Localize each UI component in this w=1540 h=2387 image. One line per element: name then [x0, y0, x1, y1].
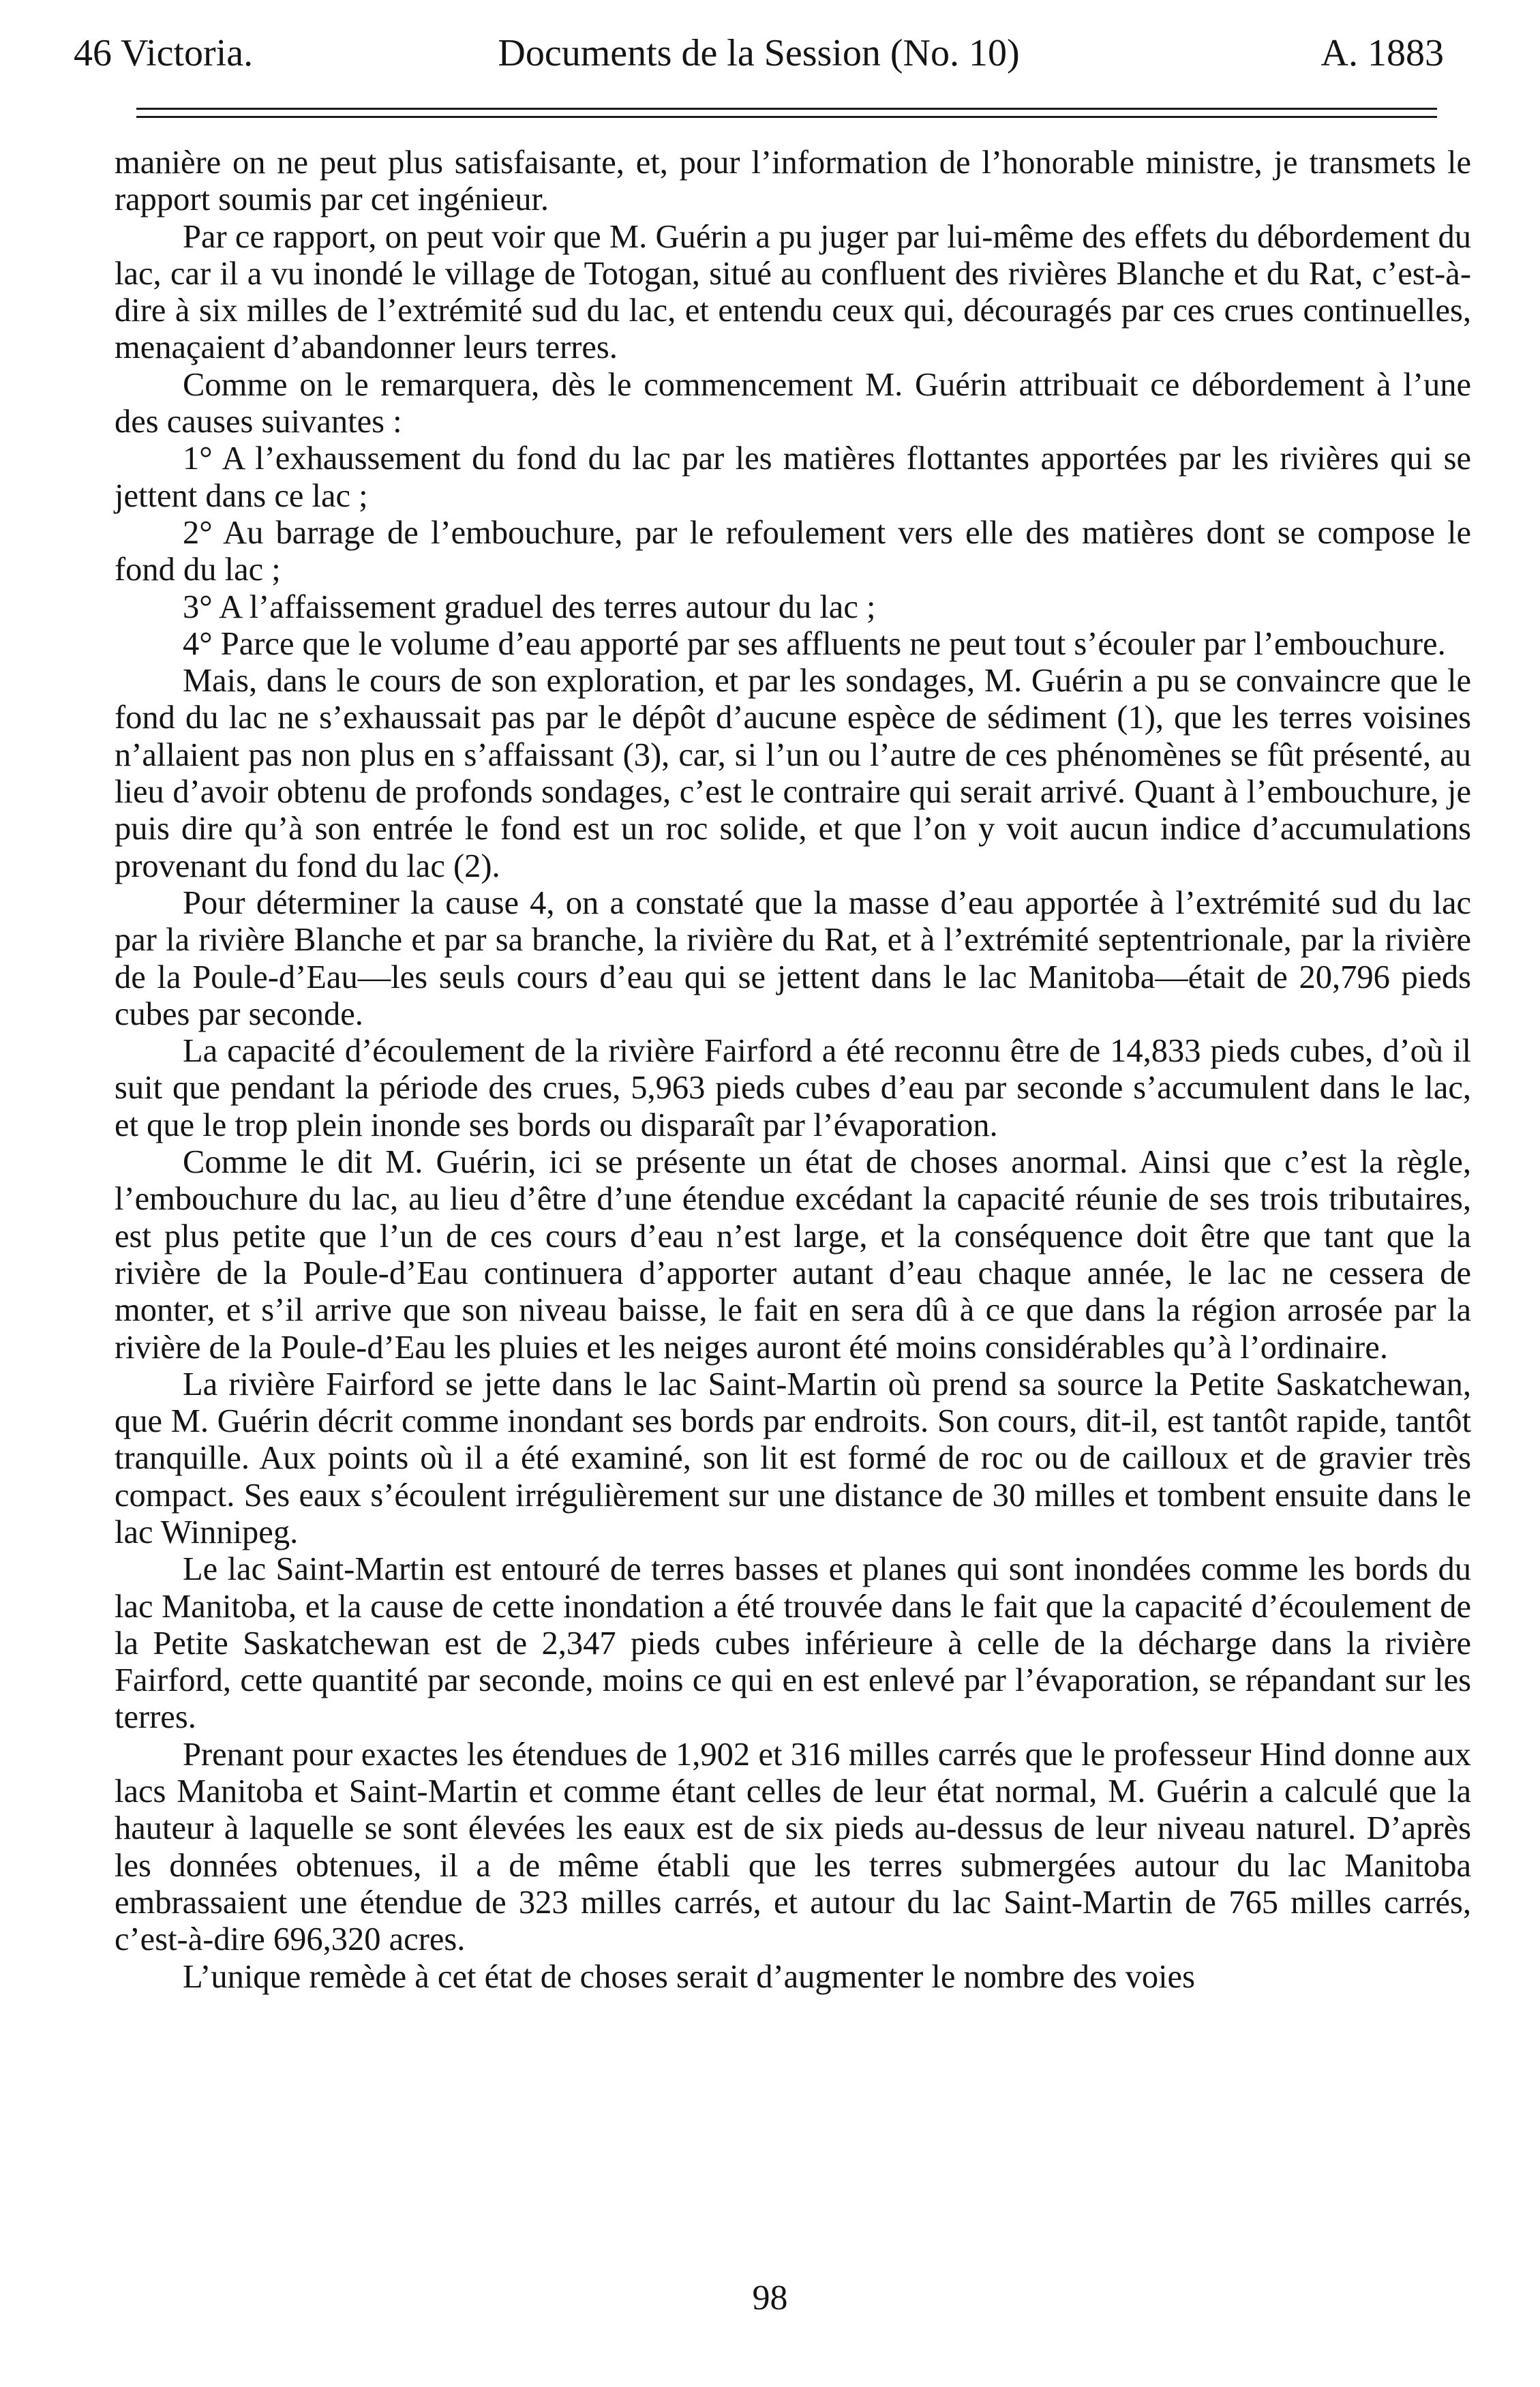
header-center: Documents de la Session (No. 10): [498, 32, 1020, 74]
list-item: 2° Au barrage de l’embouchure, par le refoulement vers elle des matières dont se compose le fond du lac ;: [115, 514, 1471, 588]
paragraph: Mais, dans le cours de son exploration, et par les sondages, M. Guérin a pu se convaincre que le fond du lac ne s’exhaussait pas par le dépôt d’aucune espèce de sédiment (1), que les terres voisines n’allaient pas non plus en s’affaissant (3), car, si l’un ou l’autre de ces phénomènes se fût présenté, au lieu d’avoir obtenu de profonds sondages, c’est le contraire qui serait arrivé. Quant à l’embouchure, je puis dire qu’à son entrée le fond est un roc solide, et que l’on y voit aucun indice d’accumulations provenant du fond du lac (2).: [115, 663, 1471, 884]
paragraph: Comme le dit M. Guérin, ici se présente un état de choses anormal. Ainsi que c’est la règle, l’embouchure du lac, au lieu d’être d’une étendue excédant la capacité réunie de ses trois tributaires, est plus petite que l’un de ces cours d’eau n’est large, et la conséquence doit être que tant que la rivière de la Poule-d’Eau continuera d’apporter autant d’eau chaque année, le lac ne cessera de monter, et s’il arrive que son niveau baisse, le fait en sera dû à ce que dans la région arrosée par la rivière de la Poule-d’Eau les pluies et les neiges auront été moins considérables qu’à l’ordinaire.: [115, 1144, 1471, 1366]
paragraph: La rivière Fairford se jette dans le lac Saint-Martin où prend sa source la Petite Saskatchewan, que M. Guérin décrit comme inondant ses bords par endroits. Son cours, dit-il, est tantôt rapide, tantôt tranquille. Aux points où il a été examiné, son lit est formé de roc ou de cailloux et de gravier très compact. Ses eaux s’écoulent irrégulièrement sur une distance de 30 milles et tombent ensuite dans le lac Winnipeg.: [115, 1366, 1471, 1550]
page-number: 98: [752, 2279, 788, 2317]
paragraph: Le lac Saint-Martin est entouré de terres basses et planes qui sont inondées comme les bords du lac Manitoba, et la cause de cette inondation a été trouvée dans le fait que la capacité d’écoulement de la Petite Saskatchewan est de 2,347 pieds cubes inférieure à celle de la décharge dans la rivière Fairford, cette quantité par seconde, moins ce qui en est enlevé par l’évaporation, se répandant sur les terres.: [115, 1551, 1471, 1736]
header-right: A. 1883: [1320, 32, 1444, 74]
paragraph: Pour déterminer la cause 4, on a constaté que la masse d’eau apportée à l’extrémité sud du lac par la rivière Blanche et par sa branche, la rivière du Rat, et à l’extrémité septentrionale, par la rivière de la Poule-d’Eau—les seuls cours d’eau qui se jettent dans le lac Manitoba—était de 20,796 pieds cubes par seconde.: [115, 884, 1471, 1032]
paragraph-continuation: manière on ne peut plus satisfaisante, et, pour l’information de l’honorable ministre, je transmets le rapport soumis par cet ingénieur.: [115, 145, 1471, 218]
page-header: [74, 26, 1444, 80]
paragraph: Par ce rapport, on peut voir que M. Guérin a pu juger par lui-même des effets du débordement du lac, car il a vu inondé le village de Totogan, situé au confluent des rivières Blanche et du Rat, c’est-à-dire à six milles de l’extrémité sud du lac, et entendu ceux qui, découragés par ces crues continuelles, menaçaient d’abandonner leurs terres.: [115, 218, 1471, 366]
header-rule-bottom: [136, 116, 1437, 118]
list-item: 4° Parce que le volume d’eau apporté par ses affluents ne peut tout s’écouler par l’embouchure.: [183, 625, 1446, 662]
paragraph: Comme on le remarquera, dès le commencement M. Guérin attribuait ce débordement à l’une des causes suivantes :: [115, 366, 1471, 440]
paragraph: Prenant pour exactes les étendues de 1,902 et 316 milles carrés que le professeur Hind donne aux lacs Manitoba et Saint-Martin et comme étant celles de leur état normal, M. Guérin a calculé que la hauteur à laquelle se sont élevées les eaux est de six pieds au-dessus de leur niveau naturel. D’après les données obtenues, il a de même établi que les terres submergées autour du lac Manitoba embrassaient une étendue de 323 milles carrés, et autour du lac Saint-Martin de 765 milles carrés, c’est-à-dire 696,320 acres.: [115, 1736, 1471, 1958]
paragraph-continues: L’unique remède à cet état de choses serait d’augmenter le nombre des voies: [183, 1958, 1195, 1995]
list-item: 3° A l’affaissement graduel des terres autour du lac ;: [183, 588, 876, 625]
body-text: [115, 145, 1471, 1996]
paragraph: La capacité d’écoulement de la rivière Fairford a été reconnu être de 14,833 pieds cubes, d’où il suit que pendant la période des crues, 5,963 pieds cubes d’eau par seconde s’accumulent dans le lac, et que le trop plein inonde ses bords ou disparaît par l’évaporation.: [115, 1033, 1471, 1143]
header-rule-top: [136, 108, 1437, 110]
list-item: 1° A l’exhaussement du fond du lac par les matières flottantes apportées par les rivières qui se jettent dans ce lac ;: [115, 440, 1471, 514]
header-left: 46 Victoria.: [74, 32, 254, 74]
